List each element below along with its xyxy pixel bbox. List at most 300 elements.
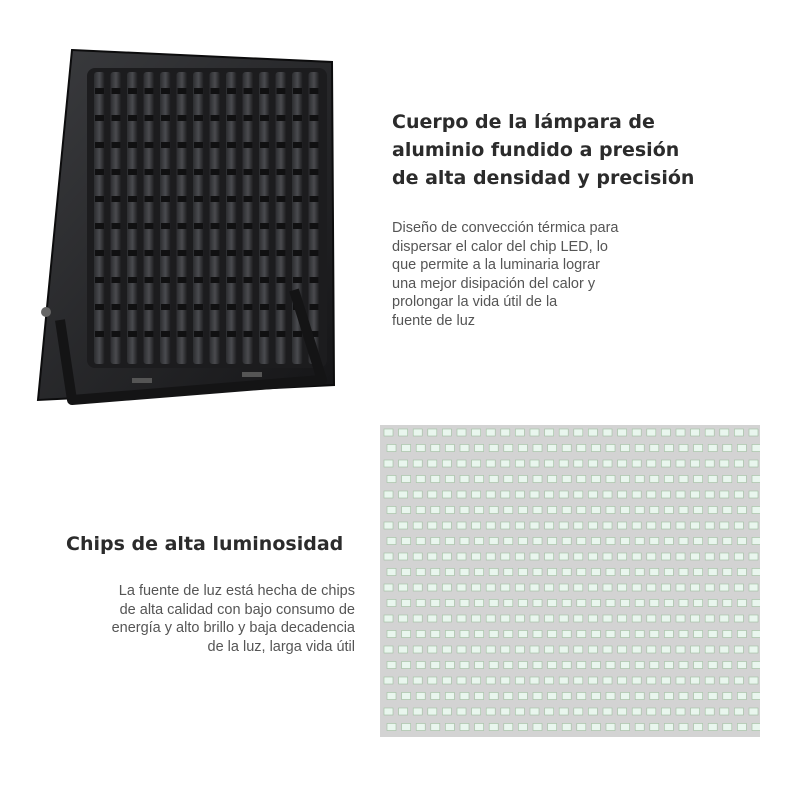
led-chip (679, 662, 688, 669)
fin-slot (244, 304, 253, 310)
led-chip (734, 708, 743, 715)
led-chip (632, 708, 641, 715)
fin-slot (260, 196, 269, 202)
fin-slot (194, 142, 203, 148)
led-chip (603, 460, 612, 467)
fin-slot (227, 250, 236, 256)
heading-line: Cuerpo de la lámpara de (392, 111, 655, 133)
led-chip (562, 476, 571, 483)
led-chip (530, 429, 539, 436)
led-chip (635, 724, 644, 731)
led-chip (475, 693, 484, 700)
led-chip (559, 429, 568, 436)
led-chip (504, 693, 513, 700)
fin-slot (145, 250, 154, 256)
fin-slot (277, 196, 286, 202)
led-chip (518, 569, 527, 576)
led-chip (533, 476, 542, 483)
led-chip (705, 708, 714, 715)
fin-slot (244, 223, 253, 229)
fin-slot (161, 169, 170, 175)
led-chip (399, 553, 408, 560)
led-chip (720, 522, 729, 529)
fin-slot (178, 223, 187, 229)
led-chip (664, 507, 673, 514)
fin-slot (310, 115, 319, 121)
led-chip (562, 662, 571, 669)
led-chip (621, 662, 630, 669)
led-chip (533, 538, 542, 545)
led-chip (504, 631, 513, 638)
fin-slot (95, 142, 104, 148)
led-chip (545, 677, 554, 684)
led-chip (647, 646, 656, 653)
fin-slot (178, 250, 187, 256)
led-chip (734, 615, 743, 622)
led-chip (504, 724, 513, 731)
fin-slot (145, 142, 154, 148)
fin-slot (277, 250, 286, 256)
led-chip (664, 724, 673, 731)
led-chip (679, 569, 688, 576)
led-chip (475, 631, 484, 638)
fin-slot (194, 331, 203, 337)
fin-slot (178, 169, 187, 175)
led-chip (486, 429, 495, 436)
fin-slot (95, 196, 104, 202)
led-chip (720, 646, 729, 653)
led-chip (387, 569, 396, 576)
fin-slot (211, 115, 220, 121)
led-chip (457, 677, 466, 684)
led-chip (399, 522, 408, 529)
led-chip (577, 600, 586, 607)
led-chip (621, 538, 630, 545)
led-chip (548, 693, 557, 700)
fin-slot (211, 88, 220, 94)
led-chip (413, 584, 422, 591)
led-chip (562, 445, 571, 452)
led-chip (387, 724, 396, 731)
led-chip (661, 584, 670, 591)
led-chip (574, 646, 583, 653)
led-chip (632, 615, 641, 622)
fin-slot (211, 277, 220, 283)
fin-slot (277, 304, 286, 310)
led-chip (577, 476, 586, 483)
fin-slot (112, 88, 121, 94)
fin-slot (128, 115, 137, 121)
led-chip (489, 693, 498, 700)
led-chip (399, 584, 408, 591)
led-chip (486, 584, 495, 591)
led-chip (431, 600, 440, 607)
led-chip (752, 569, 760, 576)
led-chip (402, 538, 411, 545)
led-chip (559, 553, 568, 560)
fin-slot (161, 223, 170, 229)
fin-slot (227, 115, 236, 121)
led-chip (752, 662, 760, 669)
led-chip (399, 708, 408, 715)
led-chip (518, 693, 527, 700)
led-chip (737, 507, 746, 514)
fin-slot (145, 304, 154, 310)
led-chip (705, 646, 714, 653)
led-chip (428, 677, 437, 684)
led-chip (402, 662, 411, 669)
led-chip (457, 553, 466, 560)
led-chip (720, 460, 729, 467)
led-chip (489, 507, 498, 514)
heatsink-heading (392, 108, 752, 192)
fin-slot (211, 142, 220, 148)
led-chip (723, 724, 732, 731)
led-chip (749, 491, 758, 498)
led-chip (661, 553, 670, 560)
fin-slot (161, 304, 170, 310)
led-chip (530, 522, 539, 529)
led-chip (664, 693, 673, 700)
led-chip (515, 429, 524, 436)
led-chip (413, 677, 422, 684)
led-chip (559, 584, 568, 591)
fin-slot (145, 169, 154, 175)
fin-slot (128, 169, 137, 175)
led-chip (606, 476, 615, 483)
led-chip (591, 600, 600, 607)
description-line: una mejor disipación del calor y (392, 275, 596, 292)
led-chip (518, 662, 527, 669)
led-chip (650, 538, 659, 545)
led-chip (548, 631, 557, 638)
fin-slot (293, 223, 302, 229)
led-chip (749, 460, 758, 467)
fin-slot (227, 169, 236, 175)
led-chip (562, 724, 571, 731)
led-chip (545, 491, 554, 498)
led-chip (402, 631, 411, 638)
led-chip (737, 445, 746, 452)
led-chip (588, 708, 597, 715)
led-chip (664, 662, 673, 669)
led-chip (574, 429, 583, 436)
led-chip (574, 460, 583, 467)
led-chip (635, 631, 644, 638)
fin-slot (128, 88, 137, 94)
led-chip (399, 460, 408, 467)
description-line: que permite a la luminaria lograr (392, 257, 600, 274)
led-chip (548, 724, 557, 731)
led-chip (749, 522, 758, 529)
led-chip (737, 724, 746, 731)
led-chip (720, 491, 729, 498)
led-chip (708, 538, 717, 545)
led-chip (647, 460, 656, 467)
led-chip (530, 708, 539, 715)
led-chip (399, 491, 408, 498)
led-chip (457, 584, 466, 591)
led-chip (515, 615, 524, 622)
led-chip (577, 662, 586, 669)
fin-slot (277, 88, 286, 94)
led-chip (661, 615, 670, 622)
fin-slot (310, 250, 319, 256)
heatsink-description (392, 219, 722, 331)
led-chip (533, 631, 542, 638)
fin-slot (112, 223, 121, 229)
led-chip (431, 569, 440, 576)
led-chip (387, 507, 396, 514)
led-chip (679, 445, 688, 452)
led-chip (603, 429, 612, 436)
led-chip (475, 507, 484, 514)
led-chip (559, 615, 568, 622)
led-chip (472, 708, 481, 715)
led-chip (603, 584, 612, 591)
led-chip (530, 646, 539, 653)
led-chip (647, 491, 656, 498)
led-chip (752, 600, 760, 607)
led-chip (515, 584, 524, 591)
led-chip (720, 429, 729, 436)
led-chip (431, 507, 440, 514)
led-chip (475, 724, 484, 731)
led-chip (691, 429, 700, 436)
led-chip (621, 476, 630, 483)
led-chip (416, 476, 425, 483)
led-chip (428, 615, 437, 622)
led-chip (559, 522, 568, 529)
led-chip (515, 677, 524, 684)
led-chip (708, 662, 717, 669)
led-chip (399, 615, 408, 622)
led-chip (518, 724, 527, 731)
fin-slot (128, 304, 137, 310)
led-chip (460, 631, 469, 638)
led-chip (676, 646, 685, 653)
led-chip (694, 631, 703, 638)
led-chip (416, 724, 425, 731)
led-chip (489, 476, 498, 483)
led-chip (618, 491, 627, 498)
led-chip (416, 693, 425, 700)
led-chip (679, 631, 688, 638)
led-chip (428, 522, 437, 529)
led-chip (384, 429, 393, 436)
led-chip (691, 460, 700, 467)
led-chip (691, 677, 700, 684)
led-chip (428, 708, 437, 715)
led-chip (574, 553, 583, 560)
led-chip (708, 507, 717, 514)
led-chip (457, 491, 466, 498)
led-chip (402, 507, 411, 514)
led-chip (504, 569, 513, 576)
led-chip (720, 584, 729, 591)
led-chip (603, 708, 612, 715)
led-chip (460, 662, 469, 669)
led-chip (708, 631, 717, 638)
led-chip (664, 445, 673, 452)
fin-slot (112, 196, 121, 202)
led-chip (472, 677, 481, 684)
fin-slot (128, 142, 137, 148)
led-chip (402, 476, 411, 483)
led-chip (515, 553, 524, 560)
led-chip (445, 662, 454, 669)
fin-slot (128, 196, 137, 202)
led-chip (591, 569, 600, 576)
led-chip (635, 662, 644, 669)
led-chip (504, 445, 513, 452)
fin-slot (227, 331, 236, 337)
fin-slot (145, 223, 154, 229)
led-chip (749, 708, 758, 715)
led-chip (650, 693, 659, 700)
led-chip (694, 538, 703, 545)
led-chip (606, 538, 615, 545)
led-chip (545, 460, 554, 467)
led-chip (664, 569, 673, 576)
led-chip (545, 708, 554, 715)
fin-slot (293, 142, 302, 148)
led-chip (647, 522, 656, 529)
floodlight-heatsink-illustration (32, 40, 354, 410)
fin-slot (277, 331, 286, 337)
led-chip (577, 693, 586, 700)
led-chip (562, 600, 571, 607)
led-chip (559, 646, 568, 653)
led-chip (460, 724, 469, 731)
fin-slot (260, 304, 269, 310)
led-chip (723, 507, 732, 514)
led-chip (574, 677, 583, 684)
led-chip (679, 507, 688, 514)
fin-slot (260, 115, 269, 121)
led-chip (518, 476, 527, 483)
fin-slot (128, 223, 137, 229)
fin-slot (95, 88, 104, 94)
fin-slot (310, 142, 319, 148)
led-chip (384, 708, 393, 715)
fin-slot (95, 304, 104, 310)
fin-slot (178, 88, 187, 94)
led-chip (632, 522, 641, 529)
led-chip (661, 708, 670, 715)
led-chip (413, 553, 422, 560)
led-chip (472, 522, 481, 529)
led-chip (708, 724, 717, 731)
led-chip (501, 708, 510, 715)
description-line: Diseño de convección térmica para (392, 220, 619, 236)
led-chip (734, 460, 743, 467)
led-chip (679, 693, 688, 700)
led-chip (606, 445, 615, 452)
led-chip (737, 662, 746, 669)
led-chip (416, 631, 425, 638)
fin-slot (227, 304, 236, 310)
led-chip (664, 600, 673, 607)
led-chip (647, 677, 656, 684)
led-chip (591, 507, 600, 514)
fin-slot (211, 250, 220, 256)
led-chip (489, 538, 498, 545)
led-chip (676, 615, 685, 622)
fin-slot (310, 277, 319, 283)
fin-slot (260, 169, 269, 175)
led-chip (752, 631, 760, 638)
led-chip (650, 507, 659, 514)
led-chip (588, 553, 597, 560)
led-chip (545, 646, 554, 653)
led-chip (694, 724, 703, 731)
led-chip (387, 538, 396, 545)
fin-slot (112, 142, 121, 148)
fin-slot (244, 142, 253, 148)
led-chip (603, 615, 612, 622)
description-line: dispersar el calor del chip LED, lo (392, 238, 608, 255)
led-chip (533, 662, 542, 669)
led-chip (676, 708, 685, 715)
led-chip (676, 460, 685, 467)
fin-slot (310, 223, 319, 229)
led-chip (691, 522, 700, 529)
fin-slot (244, 250, 253, 256)
led-chip (635, 507, 644, 514)
fin-slot (277, 169, 286, 175)
led-chip (489, 445, 498, 452)
led-chip (720, 708, 729, 715)
led-chip (691, 615, 700, 622)
led-chip (734, 553, 743, 560)
led-chip (460, 569, 469, 576)
fin-slot (293, 115, 302, 121)
led-chip (548, 662, 557, 669)
led-chip (635, 445, 644, 452)
led-chip (545, 522, 554, 529)
fin-slot (145, 88, 154, 94)
led-chip (489, 724, 498, 731)
fin-slot (293, 88, 302, 94)
fin-slot (112, 304, 121, 310)
led-chip (647, 584, 656, 591)
led-chip (442, 460, 451, 467)
led-chip (548, 600, 557, 607)
led-chip (518, 600, 527, 607)
led-chip (472, 553, 481, 560)
led-chip (635, 569, 644, 576)
led-chip (475, 476, 484, 483)
led-chip (387, 476, 396, 483)
fin-slot (112, 277, 121, 283)
chips-description (40, 582, 355, 656)
fin-slot (128, 331, 137, 337)
led-chip (577, 569, 586, 576)
led-chip (723, 476, 732, 483)
led-chip (402, 724, 411, 731)
led-chip (737, 600, 746, 607)
led-chip (603, 522, 612, 529)
led-chip (752, 476, 760, 483)
led-chip (749, 584, 758, 591)
led-chip (705, 460, 714, 467)
fin-slot (211, 196, 220, 202)
led-chip (416, 569, 425, 576)
led-chip (621, 507, 630, 514)
led-chip (723, 662, 732, 669)
led-chip (460, 693, 469, 700)
